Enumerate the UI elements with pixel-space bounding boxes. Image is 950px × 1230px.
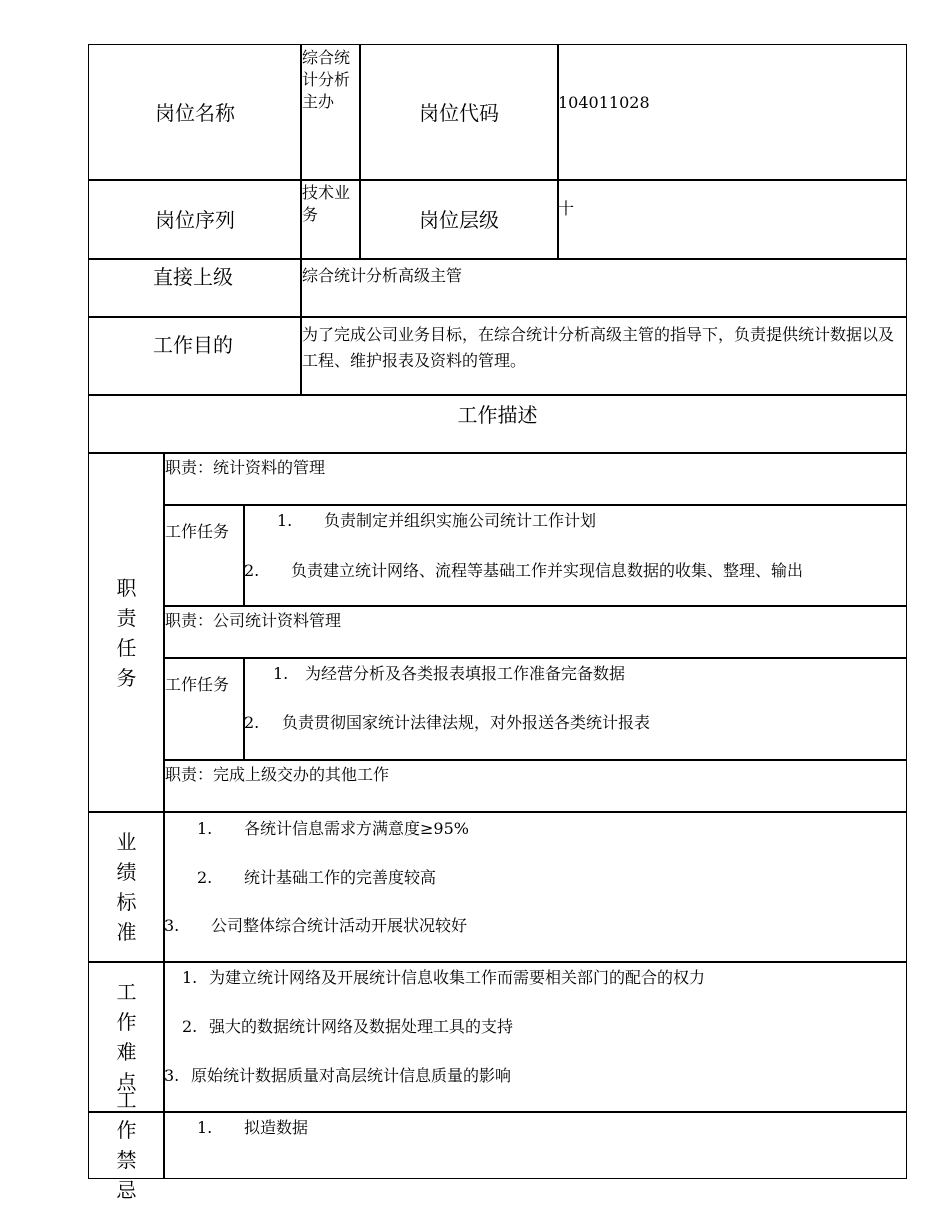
purpose-value: 为了完成公司业务目标，在综合统计分析高级主管的指导下，负责提供统计数据以及工程、维护报表及资料的管理。 <box>300 316 907 396</box>
duty-1-tasks <box>243 504 907 607</box>
work-description-title: 工作描述 <box>88 394 907 454</box>
difficulty-3-text: 原始统计数据质量对高层统计信息质量的影响 <box>191 1066 512 1085</box>
prohibition-1-text: 拟造数据 <box>244 1118 309 1137</box>
sequence-label: 岗位序列 <box>88 179 302 260</box>
duty-2-task-1-text: 为经营分析及各类报表填报工作准备完备数据 <box>305 664 626 683</box>
performance-1-text: 各统计信息需求方满意度≥95% <box>244 819 469 838</box>
duty-2-title: 职责：公司统计资料管理 <box>163 605 907 659</box>
duty-1-task-1-text: 负责制定并组织实施公司统计工作计划 <box>324 511 597 530</box>
performance-label: 业绩标准 <box>88 811 165 963</box>
performance-2-text: 统计基础工作的完善度较高 <box>244 868 437 887</box>
duty-3-title: 职责：完成上级交办的其他工作 <box>163 759 907 813</box>
position-name-label: 岗位名称 <box>88 44 302 181</box>
difficulty-3-num: 3. <box>164 1066 180 1085</box>
duty-2-task-2-text: 负责贯彻国家统计法律法规，对外报送各类统计报表 <box>282 713 651 732</box>
level-label: 岗位层级 <box>359 179 559 260</box>
duty-2-task-2-num: 2. <box>244 713 260 732</box>
difficulty-1-num: 1. <box>182 968 198 987</box>
supervisor-value: 综合统计分析高级主管 <box>300 258 907 318</box>
supervisor-label: 直接上级 <box>88 258 302 318</box>
duty-1-title: 职责：统计资料的管理 <box>163 452 907 506</box>
prohibitions-items <box>163 1111 907 1179</box>
duty-2-task-label: 工作任务 <box>163 657 245 761</box>
duty-1-task-2-num: 2. <box>244 561 260 580</box>
difficulty-1-text: 为建立统计网络及开展统计信息收集工作而需要相关部门的配合的权力 <box>209 968 706 987</box>
performance-3-text: 公司整体综合统计活动开展状况较好 <box>211 916 468 935</box>
difficulty-2-text: 强大的数据统计网络及数据处理工具的支持 <box>209 1017 514 1036</box>
duties-label: 职责任务 <box>88 452 165 813</box>
duty-1-task-label: 工作任务 <box>163 504 245 607</box>
prohibition-1-num: 1. <box>197 1118 213 1137</box>
sequence-value: 技术业务 <box>300 179 361 260</box>
performance-2-num: 2. <box>197 868 213 887</box>
difficulties-items <box>163 961 907 1113</box>
duty-1-task-2-text: 负责建立统计网络、流程等基础工作并实现信息数据的收集、整理、输出 <box>291 561 804 580</box>
difficulties-label: 工作难点 <box>88 961 165 1113</box>
duty-2-tasks <box>243 657 907 761</box>
position-code-label: 岗位代码 <box>359 44 559 181</box>
level-value: 十 <box>557 179 907 260</box>
position-code-value: 104011028 <box>557 44 907 181</box>
performance-1-num: 1. <box>197 819 213 838</box>
purpose-label: 工作目的 <box>88 316 302 396</box>
duty-2-task-1-num: 1. <box>273 664 289 683</box>
duty-1-task-1-num: 1. <box>277 511 293 530</box>
prohibitions-label: 工作禁忌 <box>88 1111 165 1179</box>
difficulty-2-num: 2. <box>182 1017 198 1036</box>
position-name-value: 综合统计分析主办 <box>300 44 361 181</box>
performance-3-num: 3. <box>164 916 180 935</box>
performance-items <box>163 811 907 963</box>
